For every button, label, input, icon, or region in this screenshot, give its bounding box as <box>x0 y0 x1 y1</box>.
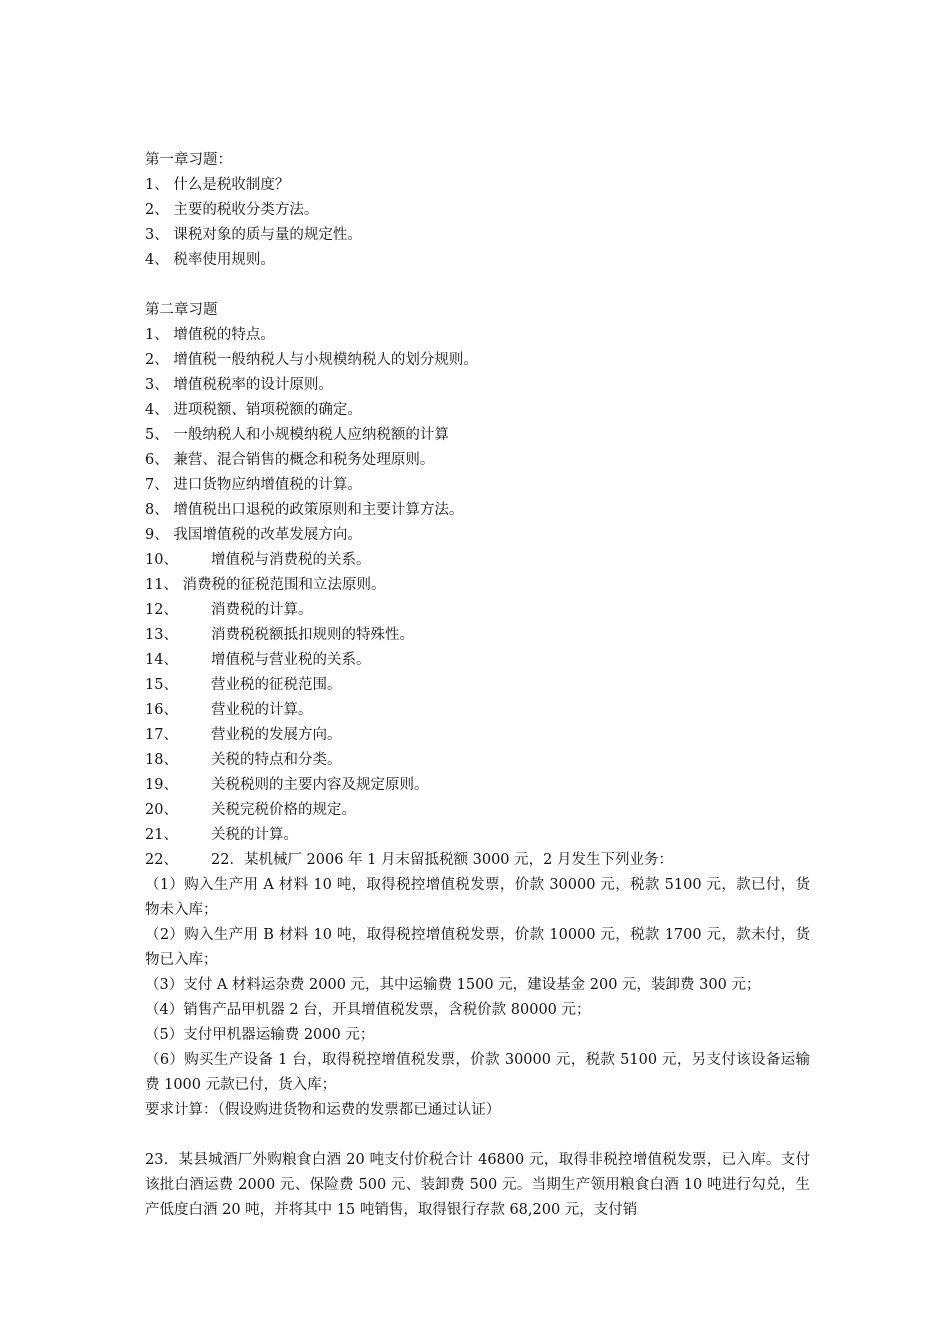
question-item <box>145 348 810 373</box>
question-item <box>145 798 810 823</box>
question-number: 18、 <box>145 752 178 768</box>
question-text: 关税的计算。 <box>211 827 298 843</box>
question-number: 9、 <box>145 527 169 543</box>
question-number: 14、 <box>145 652 178 668</box>
question-text: 增值税税率的设计原则。 <box>168 377 333 393</box>
question-number: 3、 <box>145 227 169 243</box>
question-number: 20、 <box>145 802 178 818</box>
question-number: 1、 <box>145 177 169 193</box>
question-23-paragraph: 23．某县城酒厂外购粮食白酒 20 吨支付价税合计 46800 元，取得非税控增值税发票，已入库。支付该批白酒运费 2000 元、保险费 500 元、装卸费 500 元。当期生产领用粮食白酒 10 吨进行勾兑，生产低度白酒 20 吨，并将其中 15 吨销售，取得银行存款 68,200 元，支付销 <box>145 1152 810 1218</box>
question-number: 16、 <box>145 702 178 718</box>
question-item <box>145 448 810 473</box>
question-number: 3、 <box>145 377 169 393</box>
question-number: 4、 <box>145 252 169 268</box>
question-item <box>145 573 810 598</box>
question-number: 2、 <box>145 352 169 368</box>
question-text: 营业税的计算。 <box>211 702 313 718</box>
question-text: 主要的税收分类方法。 <box>168 202 319 218</box>
question-number: 8、 <box>145 502 169 518</box>
question-text: 消费税的计算。 <box>211 602 313 618</box>
question-text: 什么是税收制度？ <box>168 177 290 193</box>
question-number: 13、 <box>145 627 178 643</box>
question-text: 税率使用规则。 <box>168 252 275 268</box>
question-text: 课税对象的质与量的规定性。 <box>168 227 362 243</box>
question-item <box>145 398 810 423</box>
question-item <box>145 198 810 223</box>
question-text: 增值税出口退税的政策原则和主要计算方法。 <box>168 502 464 518</box>
question-item <box>145 698 810 723</box>
question-item <box>145 748 810 773</box>
question-text: 关税完税价格的规定。 <box>211 802 356 818</box>
chapter-1-title: 第一章习题： <box>145 152 232 168</box>
question-22-line: （3）支付 A 材料运杂费 2000 元，其中运输费 1500 元，建设基金 200 元，装卸费 300 元； <box>145 977 761 993</box>
question-text: 兼营、混合销售的概念和税务处理原则。 <box>168 452 435 468</box>
question-item <box>145 548 810 573</box>
question-22-line: （6）购买生产设备 1 台，取得税控增值税发票，价款 30000 元，税款 5100 元，另支付该设备运输费 1000 元款已付，货入库； <box>145 1052 810 1093</box>
question-22-line: （1）购入生产用 A 材料 10 吨，取得税控增值税发票，价款 30000 元，税款 5100 元，款已付，货物未入库； <box>145 877 810 918</box>
question-number: 22、 <box>145 852 178 868</box>
question-number: 6、 <box>145 452 169 468</box>
question-text: 进项税额、销项税额的确定。 <box>168 402 362 418</box>
question-text: 增值税与营业税的关系。 <box>211 652 371 668</box>
question-22-line: （2）购入生产用 B 材料 10 吨，取得税控增值税发票，价款 10000 元，税款 1700 元，款未付，货物已入库； <box>145 927 810 968</box>
question-item <box>145 623 810 648</box>
question-text: 增值税一般纳税人与小规模纳税人的划分规则。 <box>168 352 478 368</box>
spacer <box>145 1123 810 1148</box>
question-number: 1、 <box>145 327 169 343</box>
question-number: 10、 <box>145 552 178 568</box>
question-text: 消费税的征税范围和立法原则。 <box>177 577 386 593</box>
question-text: 增值税与消费税的关系。 <box>211 552 371 568</box>
question-number: 11、 <box>145 577 178 593</box>
chapter-1-questions <box>145 173 810 273</box>
question-item <box>145 498 810 523</box>
question-item <box>145 773 810 798</box>
chapter-2-title: 第二章习题 <box>145 302 218 318</box>
question-item <box>145 373 810 398</box>
question-22-line: （5）支付甲机器运输费 2000 元； <box>145 1027 375 1043</box>
question-text: 一般纳税人和小规模纳税人应纳税额的计算 <box>168 427 449 443</box>
question-item <box>145 673 810 698</box>
question-22-details <box>145 873 810 1123</box>
question-number: 19、 <box>145 777 178 793</box>
question-text: 营业税的发展方向。 <box>211 727 342 743</box>
question-number: 15、 <box>145 677 178 693</box>
question-item <box>145 598 810 623</box>
question-item <box>145 323 810 348</box>
question-22-line: （4）销售产品甲机器 2 台，开具增值税发票，含税价款 80000 元； <box>145 1002 591 1018</box>
question-item <box>145 173 810 198</box>
question-item <box>145 823 810 848</box>
question-item <box>145 223 810 248</box>
question-22-line: 要求计算：（假设购进货物和运费的发票都已通过认证） <box>145 1102 501 1118</box>
question-text: 营业税的征税范围。 <box>211 677 342 693</box>
question-item <box>145 523 810 548</box>
question-number: 5、 <box>145 427 169 443</box>
question-text: 22．某机械厂 2006 年 1 月末留抵税额 3000 元，2 月发生下列业务： <box>211 852 673 868</box>
question-number: 4、 <box>145 402 169 418</box>
question-text: 我国增值税的改革发展方向。 <box>168 527 362 543</box>
question-number: 21、 <box>145 827 178 843</box>
question-item <box>145 848 810 873</box>
question-item <box>145 248 810 273</box>
question-text: 增值税的特点。 <box>168 327 275 343</box>
question-item <box>145 473 810 498</box>
question-text: 消费税税额抵扣规则的特殊性。 <box>211 627 414 643</box>
question-item <box>145 723 810 748</box>
question-text: 关税税则的主要内容及规定原则。 <box>211 777 429 793</box>
question-number: 7、 <box>145 477 169 493</box>
question-number: 12、 <box>145 602 178 618</box>
question-text: 进口货物应纳增值税的计算。 <box>168 477 362 493</box>
question-item <box>145 648 810 673</box>
question-number: 17、 <box>145 727 178 743</box>
question-item <box>145 423 810 448</box>
question-number: 2、 <box>145 202 169 218</box>
chapter-2-questions <box>145 323 810 873</box>
spacer <box>145 273 810 298</box>
document-page <box>145 148 810 1223</box>
question-text: 关税的特点和分类。 <box>211 752 342 768</box>
